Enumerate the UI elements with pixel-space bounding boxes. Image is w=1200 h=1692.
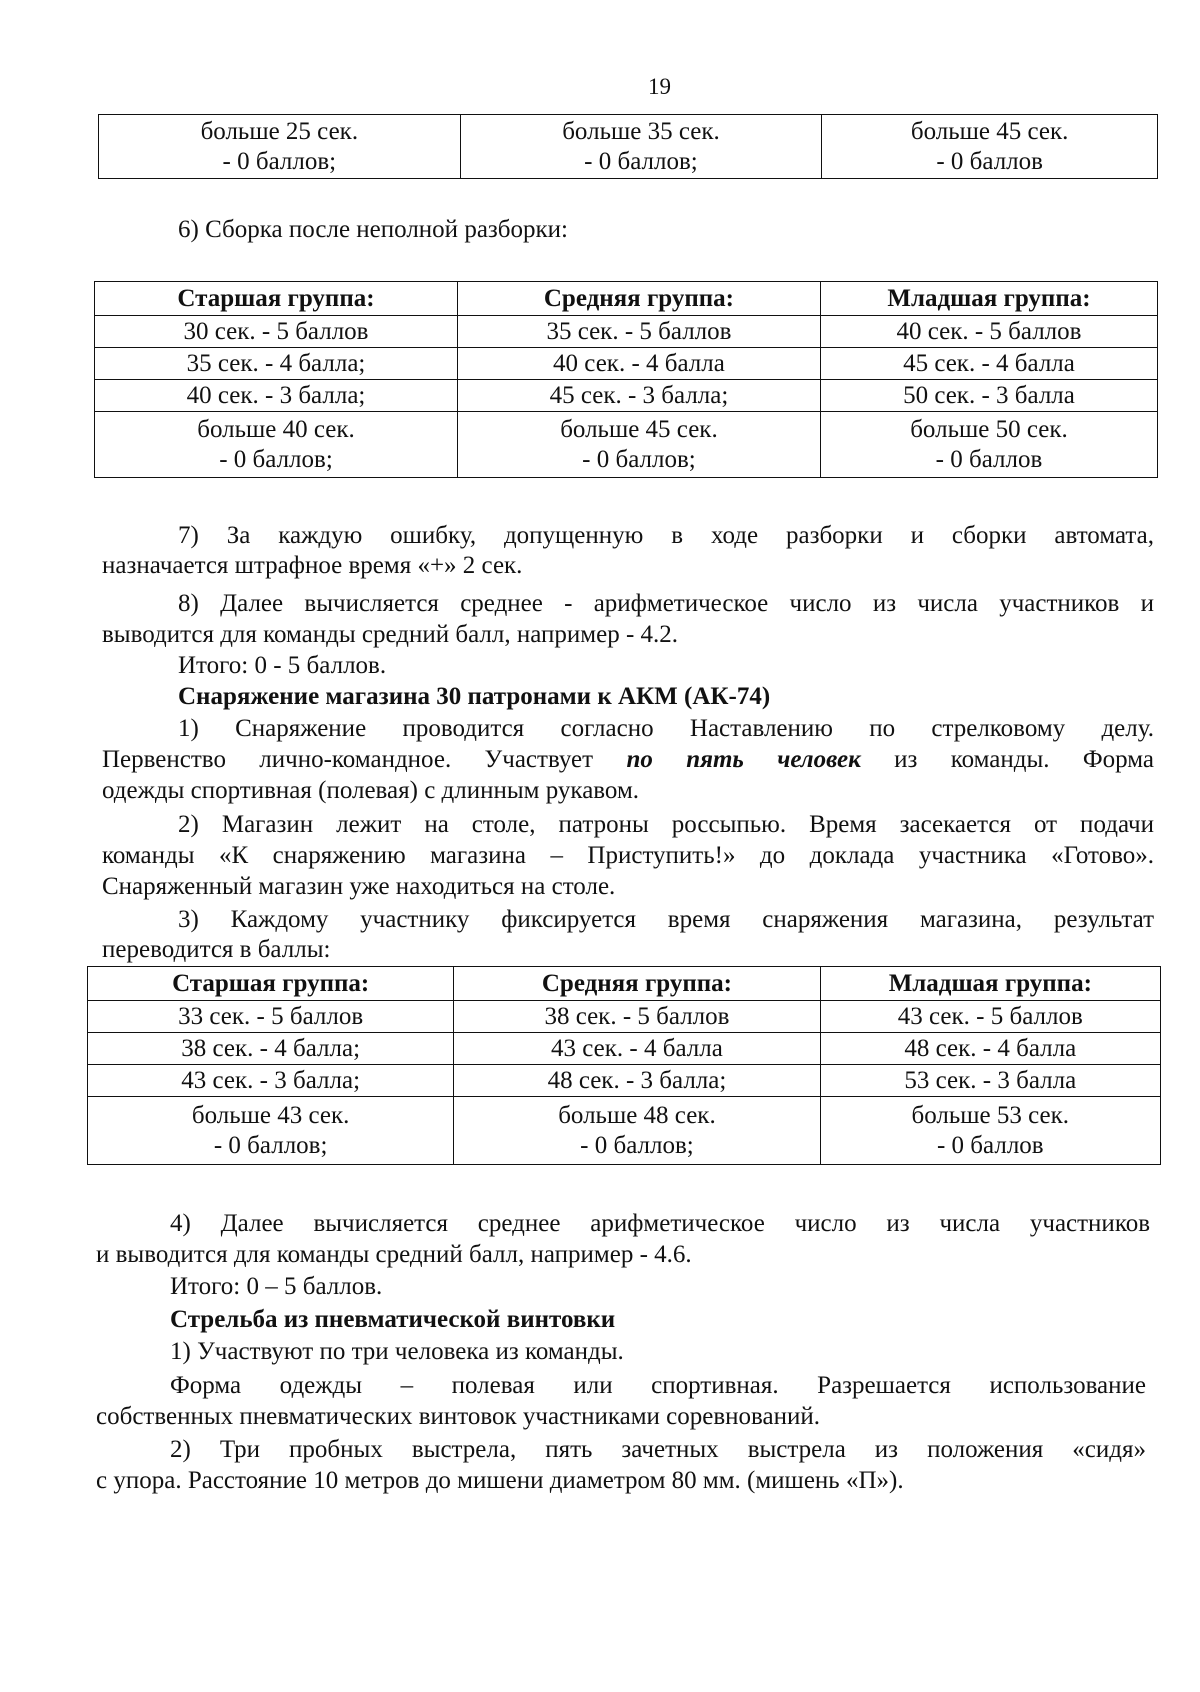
- header-senior-group: Старшая группа:: [88, 967, 454, 1001]
- rifle-p1: 1) Участвуют по три человека из команды.: [170, 1338, 624, 1365]
- table-cell: 38 сек. - 4 балла;: [88, 1033, 454, 1065]
- table-cell: 43 сек. - 3 балла;: [88, 1065, 454, 1097]
- table-cell: [454, 1097, 820, 1165]
- table-row: [95, 316, 1158, 348]
- magazine-p2-line-1: 2) Магазин лежит на столе, патроны россыпью. Время засекается от подачи: [178, 811, 1154, 838]
- cell-line: - 0 баллов;: [582, 445, 696, 473]
- magazine-p1-line-2: [102, 744, 1154, 775]
- cell-line: больше 45 сек.: [560, 415, 718, 443]
- table-cell: 50 сек. - 3 балла: [820, 380, 1157, 412]
- magazine-p3-line-1: 3) Каждому участнику фиксируется время снаряжения магазина, результат: [178, 906, 1154, 933]
- total-1: Итого: 0 - 5 баллов.: [178, 652, 387, 679]
- cell-line: больше 48 сек.: [558, 1101, 716, 1129]
- table-row: [88, 1033, 1161, 1065]
- cell-line: - 0 баллов: [936, 1131, 1044, 1159]
- table-cell: 53 сек. - 3 балла: [820, 1065, 1160, 1097]
- item-4-line-1: 4) Далее вычисляется среднее арифметическое число из числа участников: [170, 1210, 1150, 1237]
- header-middle-group: Средняя группа:: [454, 967, 820, 1001]
- cell-line: больше 45 сек.: [910, 117, 1069, 145]
- table-cell: 33 сек. - 5 баллов: [88, 1001, 454, 1033]
- cell-line: больше 43 сек.: [191, 1101, 350, 1129]
- table-header-row: [88, 967, 1161, 1001]
- table-header-row: [95, 282, 1158, 316]
- cell-line: больше 53 сек.: [911, 1101, 1070, 1129]
- table-cell: [88, 1097, 454, 1165]
- table-cell: 43 сек. - 4 балла: [454, 1033, 820, 1065]
- item-6-heading: 6) Сборка после неполной разборки:: [178, 216, 568, 243]
- table-row: [95, 412, 1158, 478]
- section-heading-rifle: Стрельба из пневматической винтовки: [170, 1306, 616, 1333]
- table-row: [99, 115, 1158, 179]
- cell-line: - 0 баллов: [935, 445, 1043, 473]
- rifle-p2-line-2: собственных пневматических винтовок участниками соревнований.: [96, 1403, 820, 1430]
- table-cell: 35 сек. - 5 баллов: [457, 316, 820, 348]
- magazine-p1-line-1: 1) Снаряжение проводится согласно Наставлению по стрелковому делу.: [178, 715, 1154, 742]
- table-cell: 43 сек. - 5 баллов: [820, 1001, 1160, 1033]
- cell-line: - 0 баллов;: [580, 1131, 694, 1159]
- table-cell: 45 сек. - 3 балла;: [457, 380, 820, 412]
- table-cell: [457, 412, 820, 478]
- header-senior-group: Старшая группа:: [95, 282, 458, 316]
- page-number: 19: [648, 74, 671, 99]
- section-heading-magazine: Снаряжение магазина 30 патронами к АКМ (АК-74): [178, 683, 771, 710]
- cell-line: больше 25 сек.: [200, 117, 359, 145]
- header-junior-group: Младшая группа:: [820, 967, 1160, 1001]
- table-row: [88, 1097, 1161, 1165]
- magazine-p1-emphasis: по пять человек: [626, 746, 861, 773]
- item-4-line-2: и выводится для команды средний балл, например - 4.6.: [96, 1241, 692, 1268]
- table-cell: 30 сек. - 5 баллов: [95, 316, 458, 348]
- magazine-p1-line-3: одежды спортивная (полевая) с длинным рукавом.: [102, 777, 640, 804]
- table-cell: 48 сек. - 3 балла;: [454, 1065, 820, 1097]
- table-row: [95, 380, 1158, 412]
- table-cell: 38 сек. - 5 баллов: [454, 1001, 820, 1033]
- table-top-continuation: [98, 114, 1158, 179]
- magazine-p1-text-a: Первенство лично-командное. Участвует: [102, 746, 627, 773]
- rifle-p3-line-1: 2) Три пробных выстрела, пять зачетных выстрела из положения «сидя»: [170, 1436, 1146, 1463]
- rifle-p3-line-2: с упора. Расстояние 10 метров до мишени диаметром 80 мм. (мишень «П»).: [96, 1467, 904, 1494]
- cell-line: - 0 баллов;: [222, 147, 337, 175]
- table-cell: [95, 412, 458, 478]
- table-row: [88, 1065, 1161, 1097]
- rifle-p2-line-1: Форма одежды – полевая или спортивная. Разрешается использование: [170, 1372, 1146, 1399]
- table-cell: 40 сек. - 3 балла;: [95, 380, 458, 412]
- magazine-p2-line-2: команды «К снаряжению магазина – Приступить!» до доклада участника «Готово».: [102, 842, 1154, 869]
- table-cell: [99, 115, 461, 179]
- table-cell: [820, 1097, 1160, 1165]
- item-8-line-2: выводится для команды средний балл, например - 4.2.: [102, 621, 679, 648]
- table-cell: 48 сек. - 4 балла: [820, 1033, 1160, 1065]
- magazine-p2-line-3: Снаряженный магазин уже находиться на столе.: [102, 873, 616, 900]
- table-cell: 40 сек. - 4 балла: [457, 348, 820, 380]
- cell-line: больше 50 сек.: [910, 415, 1068, 443]
- cell-line: - 0 баллов: [936, 147, 1043, 175]
- header-middle-group: Средняя группа:: [457, 282, 820, 316]
- total-2: Итого: 0 – 5 баллов.: [170, 1273, 383, 1300]
- item-7-line-2: назначается штрафное время «+» 2 сек.: [102, 552, 523, 579]
- cell-line: - 0 баллов;: [219, 445, 333, 473]
- item-8-line-1: 8) Далее вычисляется среднее - арифметическое число из числа участников и: [178, 590, 1154, 617]
- table-cell: [460, 115, 822, 179]
- magazine-p1-text-b: из команды. Форма: [860, 746, 1154, 773]
- cell-line: - 0 баллов;: [213, 1131, 328, 1159]
- table-cell: 40 сек. - 5 баллов: [820, 316, 1157, 348]
- cell-line: - 0 баллов;: [584, 147, 698, 175]
- cell-line: больше 35 сек.: [562, 117, 720, 145]
- table-row: [95, 348, 1158, 380]
- table-cell: [822, 115, 1158, 179]
- table-assembly: [94, 281, 1158, 478]
- table-cell: 45 сек. - 4 балла: [820, 348, 1157, 380]
- cell-line: больше 40 сек.: [197, 415, 355, 443]
- table-magazine: [87, 966, 1161, 1165]
- table-row: [88, 1001, 1161, 1033]
- item-7-line-1: 7) За каждую ошибку, допущенную в ходе разборки и сборки автомата,: [178, 522, 1154, 549]
- table-cell: [820, 412, 1157, 478]
- magazine-p3-line-2: переводится в баллы:: [102, 936, 331, 963]
- header-junior-group: Младшая группа:: [820, 282, 1157, 316]
- table-cell: 35 сек. - 4 балла;: [95, 348, 458, 380]
